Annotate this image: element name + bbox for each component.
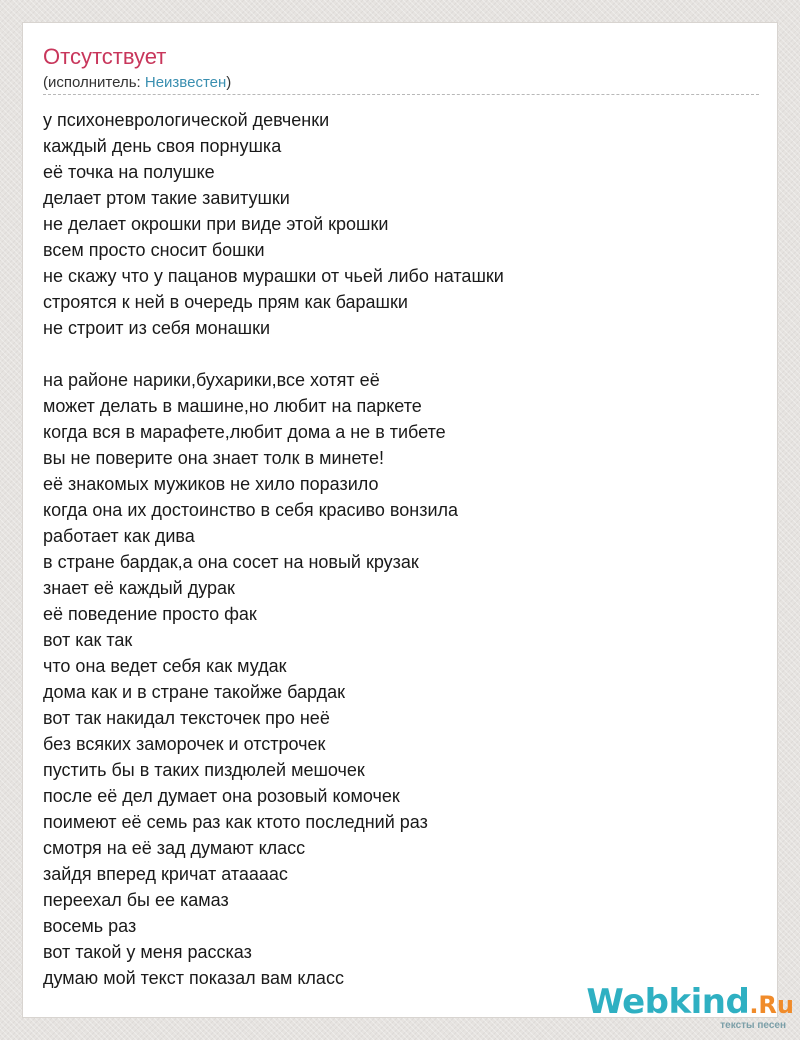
lyric-line: строятся к ней в очередь прям как барашки [43, 292, 408, 312]
stanza-1 [43, 107, 759, 341]
lyric-line: вы не поверите она знает толк в минете! [43, 448, 384, 468]
lyric-line: не строит из себя монашки [43, 318, 271, 338]
title-divider [43, 94, 759, 95]
logo-brand: Webkind [586, 982, 750, 1022]
webkind-logo[interactable] [586, 982, 794, 1034]
lyric-line: работает как дива [43, 526, 195, 546]
lyric-line: без всяких заморочек и отстрочек [43, 734, 326, 754]
lyric-line: может делать в машине,но любит на паркете [43, 396, 422, 416]
lyric-line: знает её каждый дурак [43, 578, 235, 598]
lyric-line: пустить бы в таких пиздюлей мешочек [43, 760, 365, 780]
song-title: Отсутствует [43, 44, 167, 69]
lyric-line: смотря на её зад думают класс [43, 838, 306, 858]
stanza-gap [43, 341, 759, 367]
lyric-line: вот так накидал тексточек про неё [43, 708, 330, 728]
lyric-line: её поведение просто фак [43, 604, 257, 624]
lyric-line: переехал бы ее камаз [43, 890, 229, 910]
logo-tagline: тексты песен [720, 1020, 786, 1031]
artist-prefix: (исполнитель: [43, 74, 145, 91]
lyric-line: каждый день своя порнушка [43, 136, 282, 156]
lyric-line: её точка на полушке [43, 162, 215, 182]
lyrics-body [43, 107, 759, 991]
lyric-line: восемь раз [43, 916, 137, 936]
lyric-line: зайдя вперед кричат атаааас [43, 864, 288, 884]
lyric-line: дома как и в стране такойже бардак [43, 682, 346, 702]
lyric-line: у психоневрологической девченки [43, 110, 330, 130]
logo-tld: .Ru [749, 991, 794, 1019]
lyric-line: всем просто сносит бошки [43, 240, 265, 260]
lyric-line: на районе нарики,бухарики,все хотят её [43, 370, 380, 390]
lyric-line: не делает окрошки при виде этой крошки [43, 214, 389, 234]
logo-wordmark [586, 982, 794, 1025]
lyric-line: её знакомых мужиков не хило поразило [43, 474, 379, 494]
stanza-2 [43, 367, 759, 991]
lyric-line: когда вся в марафете,любит дома а не в тибете [43, 422, 446, 442]
lyrics-card [22, 22, 778, 1018]
lyric-line: что она ведет себя как мудак [43, 656, 287, 676]
lyric-line: когда она их достоинство в себя красиво вонзила [43, 500, 459, 520]
lyric-line: вот как так [43, 630, 133, 650]
artist-line [43, 73, 231, 93]
lyric-line: делает ртом такие завитушки [43, 188, 290, 208]
lyric-line: поимеют её семь раз как ктото последний раз [43, 812, 428, 832]
artist-link[interactable]: Неизвестен [144, 74, 227, 91]
lyric-line: в стране бардак,а она сосет на новый крузак [43, 552, 419, 572]
lyric-line: думаю мой текст показал вам класс [43, 968, 344, 988]
lyric-line: после её дел думает она розовый комочек [43, 786, 400, 806]
lyric-line: не скажу что у пацанов мурашки от чьей либо наташки [43, 266, 504, 286]
artist-suffix: ) [226, 74, 232, 91]
lyric-line: вот такой у меня рассказ [43, 942, 252, 962]
